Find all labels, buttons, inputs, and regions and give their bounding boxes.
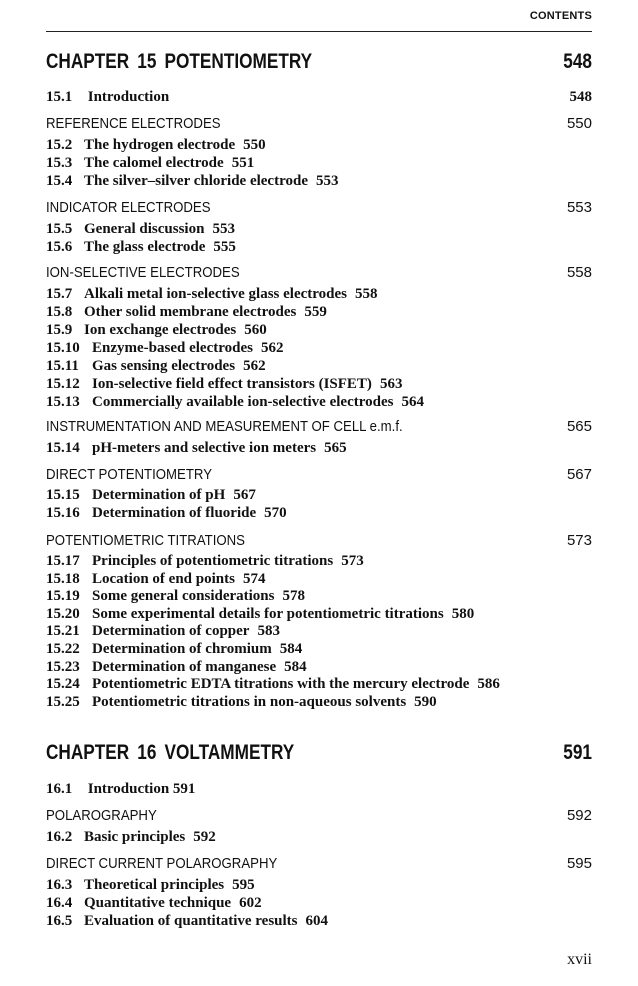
entry-page: 567: [233, 487, 256, 503]
toc-entry: [46, 676, 592, 694]
entry-number: 15.16: [46, 505, 80, 521]
entry-title: Introduction: [87, 781, 170, 797]
header-rule: [46, 31, 592, 32]
section-page: 592: [566, 807, 592, 824]
entry-page: 584: [284, 658, 307, 675]
entry-page: 580: [451, 605, 475, 622]
entry-number: 16.5: [46, 913, 73, 929]
entry-page: 558: [355, 286, 378, 302]
entry-title: The glass electrode: [84, 239, 206, 255]
entry-number: 15.6: [46, 239, 73, 255]
entry-title: The hydrogen electrode: [84, 137, 236, 153]
entry-title: Alkali metal ion-selective glass electrodes: [84, 286, 347, 302]
toc-entry: [46, 440, 592, 458]
section-title: REFERENCE ELECTRODES: [46, 115, 221, 132]
section-page: 553: [566, 199, 592, 216]
toc-entry: [46, 239, 592, 257]
entry-page: 555: [213, 239, 236, 255]
entry-title: Quantitative technique: [84, 895, 232, 911]
entry-page: 573: [341, 553, 364, 569]
chapter-16-heading: [46, 741, 592, 765]
toc-entry: [46, 173, 592, 191]
entry-title: Ion-selective field effect transistors (ISFET): [92, 376, 372, 392]
section-heading: [46, 418, 592, 436]
entry-number: 15.23: [46, 658, 80, 675]
toc-entry: [46, 304, 592, 322]
entry-title: pH-meters and selective ion meters: [92, 440, 317, 456]
section-page: 550: [566, 115, 592, 132]
entry-page: 583: [257, 623, 280, 640]
running-header: CONTENTS: [529, 10, 592, 22]
toc-entry: [46, 505, 592, 523]
toc-entry: [46, 89, 592, 107]
toc-entry: [46, 322, 592, 340]
entry-number: 15.11: [46, 358, 79, 374]
section-page: 573: [566, 532, 592, 549]
entry-number: 15.24: [46, 676, 80, 693]
section-page: 595: [566, 855, 592, 872]
toc-entry: [46, 155, 592, 173]
section-title: INDICATOR ELECTRODES: [46, 199, 211, 216]
section-heading: [46, 807, 592, 825]
toc-entry: [46, 829, 592, 847]
entry-page-right: 548: [569, 89, 592, 105]
chapter-title: CHAPTER 15 POTENTIOMETRY: [46, 50, 313, 73]
entry-number: 15.19: [46, 588, 80, 605]
entry-number: 15.17: [46, 553, 80, 569]
entry-number: 15.25: [46, 693, 80, 710]
section-heading: [46, 855, 592, 873]
entry-page: 602: [239, 895, 262, 911]
section-heading: [46, 264, 592, 282]
entry-number: 15.8: [46, 304, 73, 320]
toc-entry: [46, 340, 592, 358]
section-heading: [46, 532, 592, 550]
entry-number: 16.2: [46, 829, 73, 845]
toc-entry: [46, 487, 592, 505]
section-title: INSTRUMENTATION AND MEASUREMENT OF CELL e.m.f.: [46, 418, 403, 435]
entry-title: Determination of copper: [92, 623, 250, 640]
section-title: DIRECT POTENTIOMETRY: [46, 466, 213, 483]
section-title: DIRECT CURRENT POLAROGRAPHY: [46, 855, 278, 872]
entry-title: Other solid membrane electrodes: [84, 304, 297, 320]
section-heading: [46, 115, 592, 133]
entry-title: Location of end points: [92, 570, 235, 587]
section-page: 565: [566, 418, 592, 435]
entry-number: 16.4: [46, 895, 73, 911]
entry-title: Principles of potentiometric titrations: [92, 553, 334, 569]
entry-number: 15.1: [46, 89, 73, 105]
toc-entry: [46, 781, 592, 799]
entry-title: Some experimental details for potentiometric titrations: [92, 605, 444, 622]
entry-number: 15.9: [46, 322, 73, 338]
entry-title: Determination of chromium: [92, 641, 272, 657]
entry-title: Some general considerations: [92, 588, 275, 605]
toc-entry: [46, 913, 592, 931]
section-title: ION-SELECTIVE ELECTRODES: [46, 264, 240, 281]
section-page: 558: [566, 264, 592, 281]
toc-entry: [46, 623, 592, 641]
entry-title: General discussion: [84, 221, 205, 237]
entry-page: 595: [232, 877, 255, 893]
section-heading: [46, 199, 592, 217]
entry-title: Enzyme-based electrodes: [92, 340, 253, 356]
toc-entry: [46, 221, 592, 239]
entry-title: Theoretical principles: [84, 877, 225, 893]
entry-title: Basic principles: [84, 829, 186, 845]
chapter-15-heading: [46, 50, 592, 74]
entry-page: 565: [324, 440, 347, 456]
entry-number: 15.4: [46, 173, 73, 189]
toc-entry: [46, 394, 592, 412]
entry-number: 15.3: [46, 155, 73, 171]
toc-entry: [46, 376, 592, 394]
entry-page: 564: [401, 394, 424, 410]
chapter-page: 591: [563, 741, 592, 764]
toc-entry: [46, 877, 592, 895]
entry-page: 586: [477, 676, 500, 693]
toc-entry: [46, 895, 592, 913]
toc-entry: [46, 553, 592, 571]
entry-number: 15.21: [46, 623, 80, 640]
entry-page: 563: [379, 376, 403, 392]
entry-page: 562: [243, 358, 266, 374]
entry-page: 591: [172, 781, 196, 797]
entry-page: 574: [242, 570, 266, 587]
toc-entry: [46, 286, 592, 304]
entry-title: Ion exchange electrodes: [84, 322, 237, 338]
chapter-title: CHAPTER 16 VOLTAMMETRY: [46, 741, 295, 764]
entry-title: Potentiometric EDTA titrations with the mercury electrode: [92, 676, 470, 693]
section-title: POLAROGRAPHY: [46, 807, 157, 824]
entry-number: 15.18: [46, 570, 80, 587]
entry-page: 570: [264, 505, 287, 521]
entry-number: 15.2: [46, 137, 73, 153]
entry-title: Potentiometric titrations in non-aqueous solvents: [92, 693, 407, 710]
entry-title: Introduction: [87, 89, 170, 105]
toc-entry: [46, 588, 592, 606]
entry-page: 560: [244, 322, 267, 338]
toc-entry: [46, 358, 592, 376]
section-title: POTENTIOMETRIC TITRATIONS: [46, 532, 245, 549]
entry-page: 604: [305, 913, 328, 929]
toc-entry: [46, 641, 592, 659]
toc-entry: [46, 659, 592, 677]
entry-page: 584: [279, 641, 303, 657]
entry-number: 15.13: [46, 394, 80, 410]
entry-number: 15.20: [46, 605, 80, 622]
entry-page: 553: [315, 173, 339, 189]
toc-entry: [46, 606, 592, 624]
entry-page: 590: [414, 693, 437, 710]
toc-entry: [46, 137, 592, 155]
entry-page: 551: [231, 155, 255, 171]
entry-page: 550: [243, 137, 266, 153]
entry-title: The calomel electrode: [84, 155, 224, 171]
entry-number: 15.14: [46, 440, 80, 456]
entry-page: 562: [260, 340, 284, 356]
page-folio: xvii: [567, 951, 592, 968]
entry-title: Determination of fluoride: [92, 505, 257, 521]
section-heading: [46, 466, 592, 484]
entry-number: 15.7: [46, 286, 73, 302]
entry-number: 15.15: [46, 487, 80, 503]
entry-title: Evaluation of quantitative results: [84, 913, 298, 929]
entry-title: Determination of pH: [92, 487, 226, 503]
entry-number: 15.5: [46, 221, 73, 237]
entry-number: 15.12: [46, 376, 80, 392]
entry-number: 16.3: [46, 877, 73, 893]
entry-number: 15.22: [46, 641, 80, 657]
toc-entry: [46, 694, 592, 712]
section-page: 567: [566, 466, 592, 483]
chapter-page: 548: [563, 50, 592, 73]
entry-title: Gas sensing electrodes: [92, 358, 236, 374]
entry-page: 553: [212, 221, 235, 237]
toc-entry: [46, 571, 592, 589]
entry-number: 16.1: [46, 781, 73, 797]
entry-number: 15.10: [46, 340, 80, 356]
entry-page: 592: [193, 829, 216, 845]
entry-title: The silver–silver chloride electrode: [84, 173, 308, 189]
entry-page: 559: [304, 304, 327, 320]
entry-page: 578: [282, 588, 305, 605]
entry-title: Commercially available ion-selective electrodes: [92, 394, 394, 410]
entry-title: Determination of manganese: [92, 658, 277, 675]
